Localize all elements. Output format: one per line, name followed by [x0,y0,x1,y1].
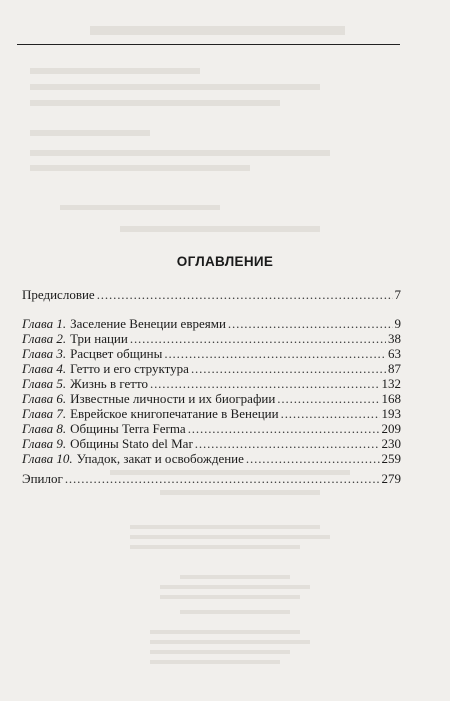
entry-title: Три нации [70,331,128,346]
page-number: 279 [381,471,401,486]
toc-entry [22,391,401,406]
dot-leader [130,331,386,346]
entry-title: Известные личности и их биографии [70,391,276,406]
chapter-prefix: Глава 6. [22,391,67,406]
toc-entry [22,346,401,361]
toc-entry [22,287,401,302]
chapter-prefix: Глава 7. [22,406,67,421]
chapter-prefix: Глава 5. [22,376,67,391]
dot-leader [164,346,386,361]
toc-entry [22,471,401,486]
chapter-prefix: Глава 9. [22,436,67,451]
page-number: 9 [394,316,401,331]
page-number: 230 [381,436,401,451]
dot-leader [195,436,380,451]
toc-entry [22,361,401,376]
toc-entry [22,451,401,466]
toc-entry [22,406,401,421]
page-number: 209 [381,421,401,436]
dot-leader [281,406,380,421]
entry-title: Гетто и его структура [70,361,189,376]
entry-title: Предисловие [22,287,95,302]
page-number: 87 [388,361,401,376]
chapter-prefix: Глава 2. [22,331,67,346]
dot-leader [277,391,379,406]
chapter-prefix: Глава 3. [22,346,67,361]
chapter-prefix: Глава 1. [22,316,67,331]
page-number: 63 [388,346,401,361]
toc-entry [22,331,401,346]
dot-leader [97,287,393,302]
toc-entry [22,421,401,436]
entry-title: Общины Terra Ferma [70,421,186,436]
entry-title: Общины Stato del Mar [70,436,193,451]
dot-leader [150,376,380,391]
dot-leader [246,451,380,466]
page-number: 38 [388,331,401,346]
toc-entry [22,376,401,391]
entry-title: Жизнь в гетто [70,376,148,391]
dot-leader [65,471,380,486]
toc-entry [22,436,401,451]
page-number: 193 [381,406,401,421]
dot-leader [188,421,380,436]
header-rule [17,44,400,45]
page-number: 7 [394,287,401,302]
page-title: ОГЛАВЛЕНИЕ [176,254,274,269]
entry-title: Упадок, закат и освобождение [76,451,244,466]
page-number: 168 [381,391,401,406]
entry-title: Еврейское книгопечатание в Венеции [70,406,279,421]
chapter-prefix: Глава 10. [22,451,73,466]
chapter-prefix: Глава 8. [22,421,67,436]
page-number: 132 [381,376,401,391]
page-number: 259 [381,451,401,466]
toc-entry [22,316,401,331]
entry-title: Заселение Венеции евреями [70,316,226,331]
dot-leader [228,316,393,331]
chapter-prefix: Глава 4. [22,361,67,376]
dot-leader [191,361,386,376]
entry-title: Эпилог [22,471,63,486]
entry-title: Расцвет общины [70,346,163,361]
